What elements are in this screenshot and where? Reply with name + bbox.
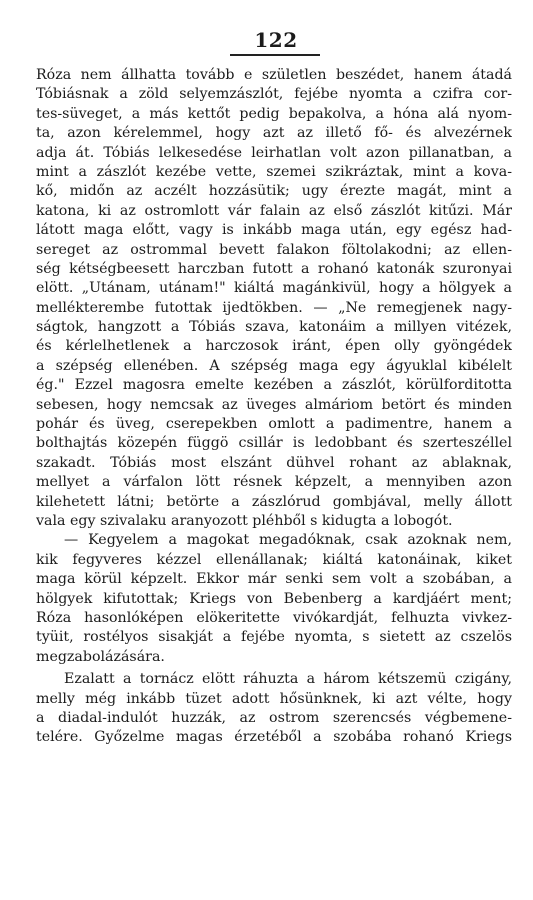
- text-line: kő, midőn az aczélt hozzásütik; ugy érezte magát, mint a: [36, 183, 512, 200]
- text-line: sereget az ostrommal bevett falakon föltolakodni; az ellen-: [36, 241, 512, 258]
- text-line: a szépség ellenében. A szépség maga egy ágyuklal kibélelt: [36, 357, 512, 374]
- text-line: mellyet a várfalon lött résnek képzelt, a mennyiben azon: [36, 474, 512, 491]
- text-line: Tóbiásnak a zöld selyemzászlót, fejébe nyomta a czifra cor-: [36, 86, 512, 103]
- page-number-rule: [230, 54, 320, 56]
- text-line: ég." Ezzel magosra emelte kezében a zászlót, körülforditotta: [36, 377, 512, 394]
- text-line: melly még inkább tüzet adott hősünknek, ki azt vélte, hogy: [36, 690, 512, 707]
- text-line: Ezalatt a tornácz elött ráhuzta a három kétszemü czigány,: [64, 671, 512, 688]
- text-line: pohár és üveg, cserepekben omlott a padimentre, hanem a: [36, 416, 512, 433]
- text-line: vala egy szivalaku aranyozott pléhből s kidugta a lobogót.: [36, 512, 453, 529]
- text-line: elött. „Utánam, utánam!" kiáltá magánkivül, hogy a hölgyek a: [36, 280, 512, 297]
- text-line: — Kegyelem a magokat megadóknak, csak azoknak nem,: [64, 532, 512, 549]
- text-line: látott maga előtt, vagy is inkább maga után, egy egész had-: [36, 222, 512, 239]
- text-line: katona, ki az ostromlott vár falain az első zászlót kitűzi. Már: [36, 202, 512, 219]
- text-line: szakadt. Tóbiás most elszánt dühvel rohant az ablaknak,: [36, 454, 512, 471]
- page-number: 122: [254, 28, 298, 52]
- text-line: hölgyek kifutottak; Kriegs von Bebenberg a kardjáért ment;: [36, 590, 512, 607]
- text-line: ség kétségbeesett harczban futott a rohanó katonák szuronyai: [36, 260, 512, 277]
- text-line: ta, azon kérelemmel, hogy azt az illető fő- és alvezérnek: [36, 125, 512, 142]
- text-line: tyüit, rostélyos sisakját a fejébe nyomta, s sietett az cszelös: [36, 629, 512, 646]
- text-line: mint a zászlót kezébe vette, szemei szikráztak, mint a kova-: [36, 163, 512, 180]
- text-line: mellékterembe futottak ijedtökben. — „Ne remegjenek nagy-: [36, 299, 512, 316]
- body-text: [36, 66, 512, 748]
- text-line: bolthajtás közepén függö csillár is ledobbant és szerteszéllel: [36, 435, 512, 452]
- text-line: telére. Győzelme magas érzetéből a szobába rohanó Kriegs: [36, 729, 512, 746]
- text-line: kilehetett látni; betörte a zászlórud gombjával, melly állott: [36, 493, 512, 510]
- text-line: Róza nem állhatta tovább e születlen beszédet, hanem átadá: [36, 67, 512, 83]
- text-line: tes-süveget, a más kettőt pedig bepakolva, a hóna alá nyom-: [36, 105, 512, 122]
- text-line: ságtok, hangzott a Tóbiás szava, katonáim a millyen vitézek,: [36, 319, 512, 336]
- text-line: és kérlelhetlenek a harczosok iránt, épen olly gyöngédek: [36, 338, 512, 355]
- text-line: sebesen, hogy nemcsak az üveges almáriom betört és minden: [36, 396, 512, 413]
- text-line: adja át. Tóbiás lelkesedése leirhatlan volt azon pillanatban, a: [36, 144, 512, 161]
- text-line: maga körül képzelt. Ekkor már senki sem volt a szobában, a: [36, 571, 512, 588]
- text-line: kik fegyveres kézzel ellenállanak; kiáltá katonáinak, kiket: [36, 551, 512, 568]
- text-line: megzabolázására.: [36, 648, 165, 665]
- text-line: a diadal-indulót huzzák, az ostrom szerencsés végbemene-: [36, 709, 512, 726]
- text-line: Róza hasonlóképen elökeritette vivókardját, felhuzta vivkez-: [36, 609, 512, 626]
